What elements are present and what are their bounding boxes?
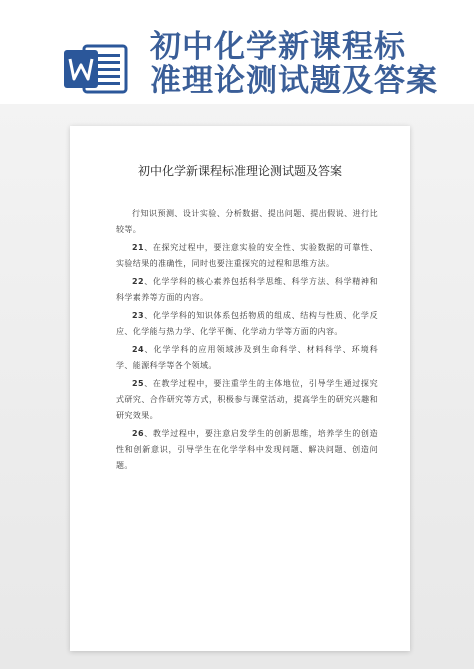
paragraph-0-text: 行知识预测、设计实验、分析数据、提出问题、提出假说、进行比较等。 [116,209,378,234]
paragraph-22 [116,274,378,306]
paragraph-24 [116,342,378,374]
paragraph-26 [116,426,378,474]
paragraph-25-text: 、在教学过程中，要注重学生的主体地位，引导学生通过探究式研究、合作研究等方式，积极参与课堂活动，提高学生的研究兴趣和研究效果。 [116,379,378,420]
paragraph-24-text: 、化学学科的应用领域涉及到生命科学、材料科学、环境科学、能源科学等各个领域。 [116,345,378,370]
banner [0,0,474,120]
paragraph-0 [116,206,378,238]
paragraph-25-number: 25 [132,379,144,388]
paragraph-21 [116,240,378,272]
paragraph-23-text: 、化学学科的知识体系包括物质的组成、结构与性质、化学反应、化学能与热力学、化学平衡、化学动力学等方面的内容。 [116,311,378,336]
paragraph-22-number: 22 [132,277,144,286]
document-body [116,206,378,476]
paragraph-26-number: 26 [132,429,144,438]
banner-title [150,30,468,98]
banner-title-line-1: 初中化学新课程标 [150,29,406,65]
paragraph-21-number: 21 [132,243,144,252]
paragraph-23-number: 23 [132,311,144,320]
word-document-icon [62,40,130,96]
banner-title-line-2: 准理论测试题及答案 [150,63,438,99]
paragraph-25 [116,376,378,424]
document-page [70,126,410,651]
paragraph-21-text: 、在探究过程中，要注意实验的安全性、实验数据的可靠性、实验结果的准确性，同时也要注重探究的过程和思维方法。 [116,243,378,268]
paragraph-26-text: 、教学过程中，要注意启发学生的创新思维，培养学生的创造性和创新意识，引导学生在化学学科中发现问题、解决问题、创造问题。 [116,429,378,470]
paragraph-22-text: 、化学学科的核心素养包括科学思维、科学方法、科学精神和科学素养等方面的内容。 [116,277,378,302]
paragraph-24-number: 24 [132,345,144,354]
document-title: 初中化学新课程标准理论测试题及答案 [137,164,342,178]
paragraph-23 [116,308,378,340]
